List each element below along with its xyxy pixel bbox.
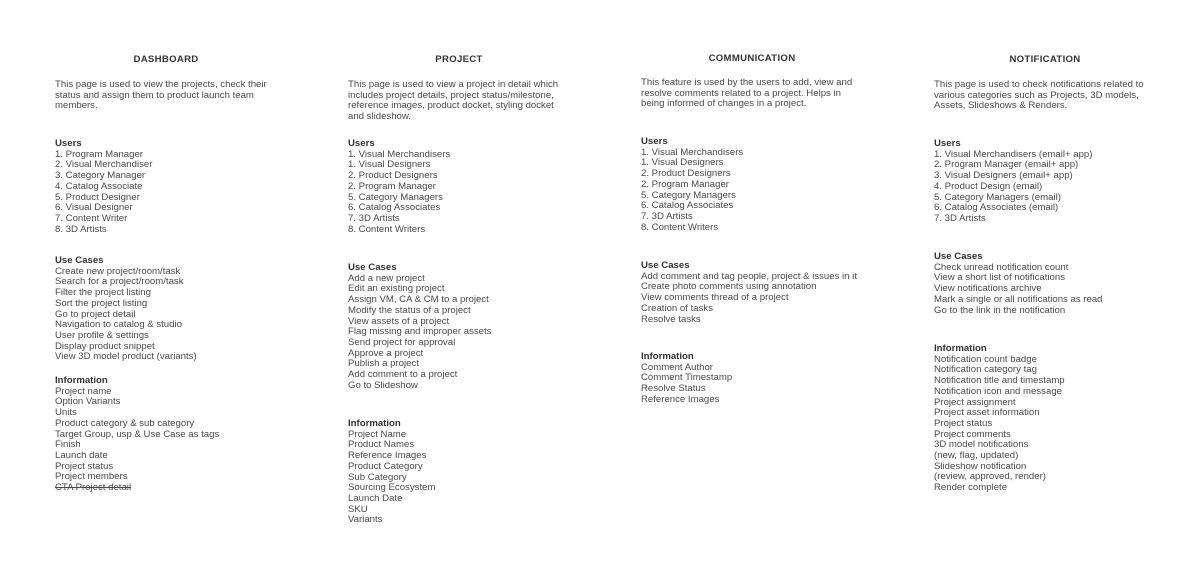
list-item: Finish	[55, 439, 81, 451]
list-item: 7. 3D Artists	[934, 212, 986, 224]
users-section	[348, 139, 570, 235]
list-item: Launch Date	[348, 492, 403, 504]
list-item: Product category & sub category	[55, 417, 195, 429]
list-item: Display product snippet	[55, 340, 155, 352]
column-description: This page is used to view the projects, check their status and assign them to product launch team members.	[55, 79, 267, 112]
usecases-title: Use Cases	[348, 262, 397, 273]
usecases-title: Use Cases	[641, 260, 690, 271]
list-item: Reference Images	[348, 450, 427, 462]
list-item: Launch date	[55, 449, 108, 461]
list-item: 2. Product Designers	[641, 168, 731, 180]
information-title: Information	[348, 418, 401, 429]
list-item: Slideshow notification	[934, 460, 1027, 472]
information-section	[934, 344, 1156, 494]
list-item: Notification count badge	[934, 353, 1037, 365]
list-item: Sourcing Ecosystem	[348, 482, 436, 494]
column-title: COMMUNICATION	[708, 53, 796, 64]
list-item: Variants	[348, 514, 383, 526]
list-item: Mark a single or all notifications as read	[934, 293, 1103, 305]
list-item: 6. Catalog Associates	[348, 202, 441, 214]
column-description: This page is used to view a project in detail which includes project details, project status/milestone, reference images, product docket, styling docket and slideshow.	[348, 79, 559, 123]
information-section	[641, 352, 863, 406]
list-item: 5. Product Designer	[55, 191, 140, 203]
list-item: 2. Program Manager	[641, 178, 729, 190]
list-item: 1. Program Manager	[55, 148, 143, 160]
list-item: 8. 3D Artists	[55, 223, 107, 235]
usecases-title: Use Cases	[934, 251, 983, 262]
list-item: View notifications archive	[934, 283, 1042, 295]
users-title: Users	[348, 138, 375, 149]
list-item: Option Variants	[55, 396, 121, 408]
list-item: View 3D model product (variants)	[55, 351, 197, 363]
list-item: 4. Catalog Associate	[55, 180, 143, 192]
list-item: Render complete	[934, 482, 1008, 494]
list-item: Flag missing and improper assets	[348, 326, 492, 338]
list-item: 1. Visual Designers	[641, 157, 724, 169]
list-item: Project assignment	[934, 396, 1016, 408]
list-item: SKU	[348, 503, 368, 515]
list-item: 5. Category Managers (email)	[934, 191, 1061, 203]
list-item: Go to the link in the notification	[934, 304, 1066, 316]
list-item: Notification title and timestamp	[934, 375, 1065, 387]
list-item: Project Name	[348, 428, 407, 440]
information-section	[348, 419, 570, 526]
list-item: Go to project detail	[55, 308, 136, 320]
list-item: 7. Content Writer	[55, 212, 128, 224]
users-section	[55, 139, 277, 235]
information-title: Information	[934, 343, 987, 354]
column-title: NOTIFICATION	[1009, 54, 1081, 65]
list-item: Add comment to a project	[348, 369, 458, 381]
list-item: Target Group, usp & Use Case as tags	[55, 428, 220, 440]
list-item: 2. Program Manager (email+ app)	[934, 159, 1079, 171]
list-item: 2. Visual Merchandiser	[55, 159, 153, 171]
list-item: 2. Product Designers	[348, 170, 438, 182]
list-item: Send project for approval	[348, 336, 456, 348]
list-item: 6. Catalog Associates	[641, 200, 734, 212]
list-item: (review, approved, render)	[934, 471, 1046, 483]
list-item: Comment Author	[641, 361, 713, 373]
list-item: 1. Visual Designers	[348, 159, 431, 171]
information-title: Information	[55, 375, 108, 386]
list-item: Navigation to catalog & studio	[55, 319, 182, 331]
list-item: Publish a project	[348, 358, 419, 370]
list-item: 6. Catalog Associates (email)	[934, 202, 1059, 214]
list-item: Project asset information	[934, 407, 1040, 419]
list-item: Check unread notification count	[934, 261, 1069, 273]
list-item: Units	[55, 407, 77, 419]
list-item: Approve a project	[348, 347, 424, 359]
usecases-section	[55, 256, 277, 363]
list-item: 7. 3D Artists	[348, 212, 400, 224]
list-item: Resolve tasks	[641, 313, 701, 325]
usecases-section	[348, 263, 570, 391]
list-item: Create photo comments using annotation	[641, 281, 817, 293]
list-item: Project members	[55, 471, 128, 483]
list-item: Search for a project/room/task	[55, 276, 184, 288]
list-item: 1. Visual Merchandisers	[641, 146, 744, 158]
users-title: Users	[641, 136, 668, 147]
list-item: Filter the project listing	[55, 287, 151, 299]
list-item: Project comments	[934, 428, 1011, 440]
list-item: View comments thread of a project	[641, 292, 789, 304]
list-item: 3. Visual Designers (email+ app)	[934, 170, 1073, 182]
list-item: 7. 3D Artists	[641, 210, 693, 222]
users-section	[641, 137, 863, 233]
list-item: Project status	[934, 417, 993, 429]
list-item: 8. Content Writers	[641, 221, 719, 233]
list-item: Edit an existing project	[348, 283, 445, 295]
list-item: Sort the project listing	[55, 297, 148, 309]
list-item: Product Names	[348, 439, 415, 451]
list-item: Go to Slideshow	[348, 379, 418, 391]
list-item: Create new project/room/task	[55, 265, 181, 277]
list-item: 5. Category Managers	[641, 189, 736, 201]
list-item: Sub Category	[348, 471, 407, 483]
list-item: Assign VM, CA & CM to a project	[348, 294, 489, 306]
column-description: This page is used to check notifications related to various categories such as Projects, 3D models, Assets, Slideshows & Renders.	[934, 79, 1144, 112]
column-title: DASHBOARD	[133, 54, 199, 65]
list-item: 6. Visual Designer	[55, 202, 133, 214]
users-section	[934, 139, 1156, 225]
information-section	[55, 376, 277, 494]
list-item: 8. Content Writers	[348, 223, 426, 235]
list-item: Reference Images	[641, 393, 720, 405]
list-item-struck: CTA Project detail	[55, 482, 132, 494]
usecases-section	[934, 252, 1156, 316]
users-title: Users	[55, 138, 82, 149]
column-title: PROJECT	[435, 54, 483, 65]
list-item: Notification category tag	[934, 364, 1037, 376]
list-item: 3D model notifications	[934, 439, 1029, 451]
list-item: 5. Category Managers	[348, 191, 443, 203]
list-item: Notification icon and message	[934, 385, 1062, 397]
list-item: Product Category	[348, 460, 423, 472]
users-title: Users	[934, 138, 961, 149]
list-item: (new, flag, updated)	[934, 450, 1019, 462]
list-item: Modify the status of a project	[348, 304, 471, 316]
list-item: Project status	[55, 460, 114, 472]
list-item: View assets of a project	[348, 315, 450, 327]
list-item: Comment Timestamp	[641, 372, 733, 384]
list-item: 2. Program Manager	[348, 180, 436, 192]
list-item: Resolve Status	[641, 383, 706, 395]
list-item: View a short list of notifications	[934, 272, 1066, 284]
list-item: Add comment and tag people, project & issues in it	[641, 270, 857, 282]
list-item: Add a new project	[348, 272, 425, 284]
information-title: Information	[641, 351, 694, 362]
column-description: This feature is used by the users to add, view and resolve comments related to a project. Helps in being informed of changes in a project.	[641, 77, 853, 110]
usecases-section	[641, 261, 863, 325]
list-item: 3. Category Manager	[55, 170, 146, 182]
list-item: Creation of tasks	[641, 302, 713, 314]
list-item: Project name	[55, 385, 112, 397]
list-item: User profile & settings	[55, 329, 149, 341]
list-item: 1. Visual Merchandisers (email+ app)	[934, 148, 1093, 160]
list-item: 4. Product Design (email)	[934, 180, 1043, 192]
usecases-title: Use Cases	[55, 255, 104, 266]
list-item: 1. Visual Merchandisers	[348, 148, 451, 160]
